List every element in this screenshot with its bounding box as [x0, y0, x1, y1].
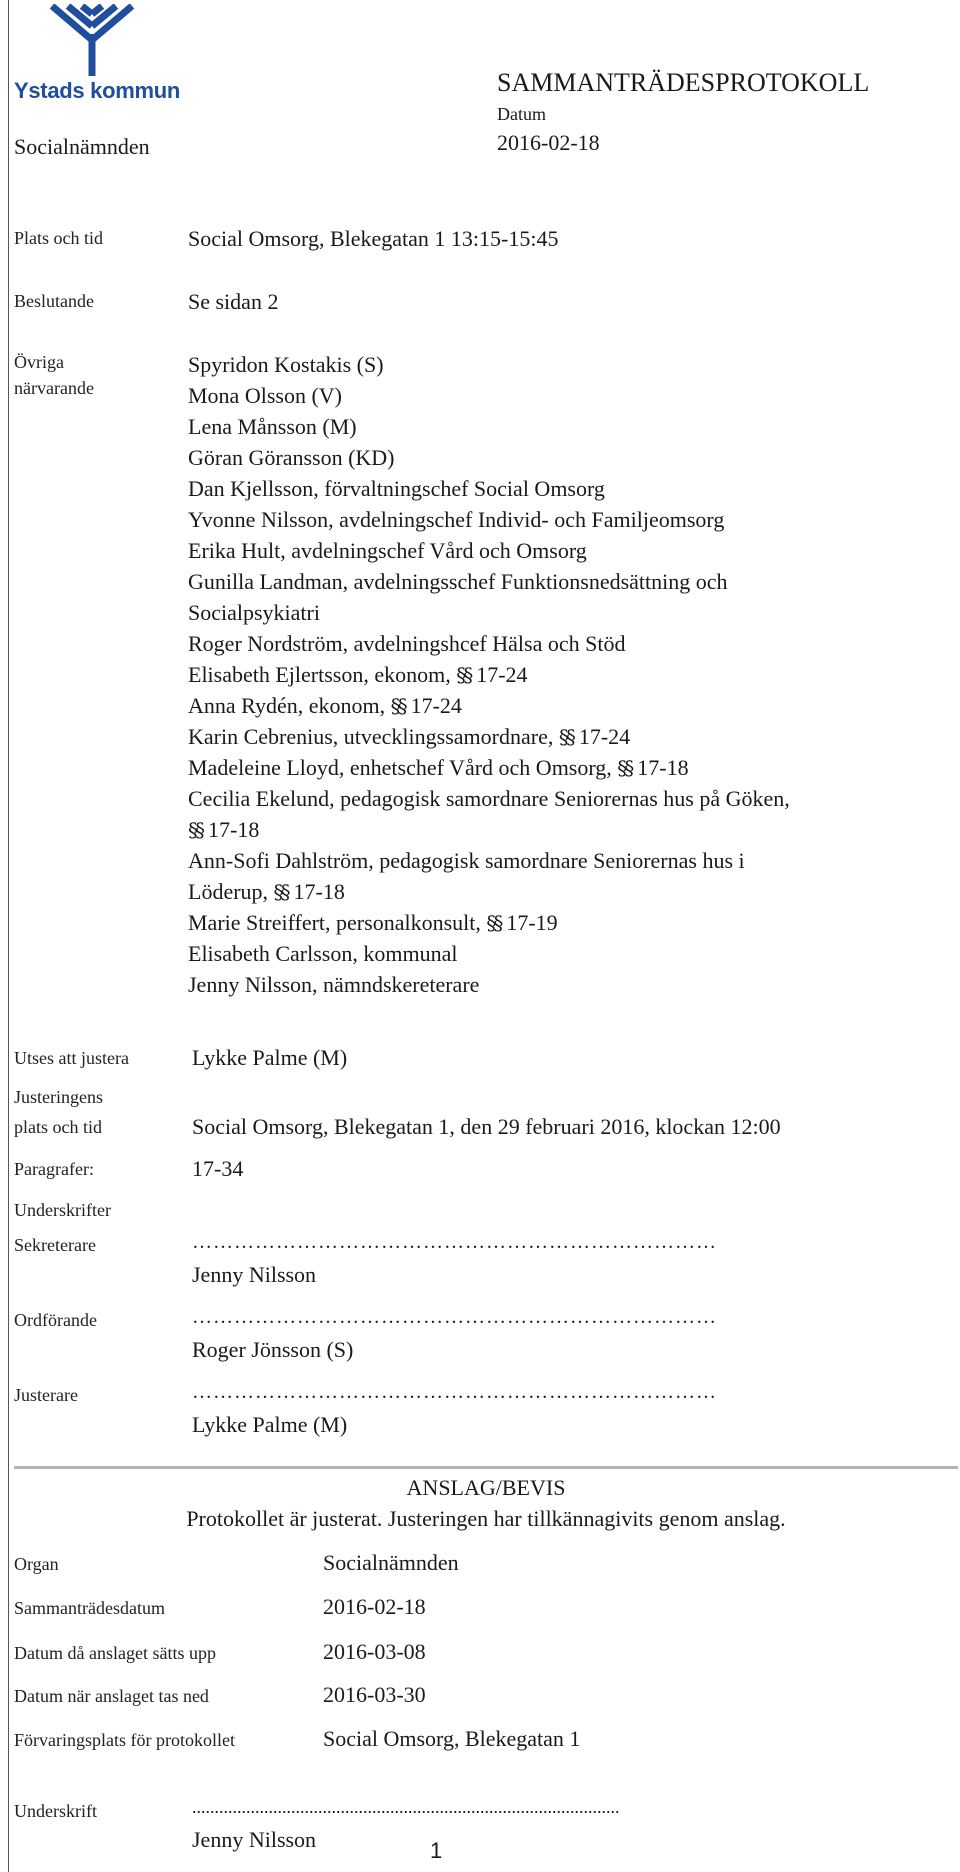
notice-meeting-date-value: 2016-02-18: [323, 1594, 426, 1619]
ystad-logo-icon: [44, 4, 140, 76]
notice-organ-label: Organ: [14, 1554, 59, 1574]
adjust-place-value: Social Omsorg, Blekegatan 1, den 29 februari 2016, klockan 12:00: [192, 1114, 781, 1139]
secretary-name: Jenny Nilsson: [192, 1262, 317, 1287]
present-person-text: Göran Göransson (KD): [188, 445, 395, 470]
present-person: [188, 783, 790, 814]
present-person: [188, 597, 790, 628]
present-person-text: Spyridon Kostakis (S): [188, 352, 384, 377]
paragraph-range: 17-24: [578, 724, 631, 749]
department-name: Socialnämnden: [14, 134, 150, 159]
present-person-text: Anna Rydén, ekonom,: [188, 693, 386, 718]
chairman-name: Roger Jönsson (S): [192, 1337, 354, 1362]
paragraph-sign: §§: [486, 911, 501, 935]
notice-storage-label: Förvaringsplats för protokollet: [14, 1730, 235, 1750]
present-person: [188, 535, 790, 566]
notice-signature-line: ...............................................................................................: [192, 1797, 620, 1817]
place-label: Plats och tid: [14, 228, 103, 248]
adjuster-role: Justerare: [14, 1385, 78, 1405]
secretary-role: Sekreterare: [14, 1235, 96, 1255]
appointed-adjuster-label: Utses att justera: [14, 1048, 129, 1068]
present-person-text: Jenny Nilsson, nämndskereterare: [188, 972, 480, 997]
notice-removed-date-value: 2016-03-30: [323, 1682, 426, 1707]
present-person-text: Yvonne Nilsson, avdelningschef Individ- och Familjeomsorg: [188, 507, 725, 532]
present-person: [188, 380, 790, 411]
left-margin-rule: [8, 0, 9, 1872]
present-person-text: Karin Cebrenius, utvecklingssamordnare,: [188, 724, 554, 749]
section-divider: [14, 1466, 958, 1469]
paragraph-range: 17-18: [208, 817, 260, 842]
present-person-text: Ann-Sofi Dahlström, pedagogisk samordnare Seniorernas hus i: [188, 848, 745, 873]
present-person-text: Lena Månsson (M): [188, 414, 357, 439]
present-person: [188, 845, 790, 876]
notice-subtitle: Protokollet är justerat. Justeringen har tillkännagivits genom anslag.: [186, 1506, 786, 1531]
notice-meeting-date-label: Sammanträdesdatum: [14, 1598, 165, 1618]
signatures-label: Underskrifter: [14, 1200, 111, 1220]
present-person-text: Elisabeth Ejlertsson, ekonom,: [188, 662, 451, 687]
adjust-place-label-line2: plats och tid: [14, 1117, 102, 1137]
present-person: [188, 411, 790, 442]
paragraph-range: 17-24: [476, 662, 528, 687]
notice-signature-label: Underskrift: [14, 1801, 97, 1821]
notice-storage-value: Social Omsorg, Blekegatan 1: [323, 1726, 581, 1751]
paragraphs-label: Paragrafer:: [14, 1159, 94, 1179]
present-person: [188, 566, 790, 597]
paragraph-sign: §§: [617, 756, 632, 780]
present-person: [188, 907, 790, 938]
present-person-text: Cecilia Ekelund, pedagogisk samordnare Seniorernas hus på Göken,: [188, 786, 790, 811]
present-person: [188, 628, 790, 659]
present-person: [188, 349, 790, 380]
paragraph-range: 17-24: [410, 693, 462, 718]
present-person-text: Madeleine Lloyd, enhetschef Vård och Omsorg,: [188, 755, 612, 780]
others-present-label-line1: Övriga: [14, 352, 64, 372]
paragraph-range: 17-18: [293, 879, 345, 904]
present-person: [188, 938, 790, 969]
present-person-text: Mona Olsson (V): [188, 383, 342, 408]
present-person-text: Roger Nordström, avdelningshcef Hälsa och Stöd: [188, 631, 626, 656]
paragraph-range: 17-19: [506, 910, 558, 935]
date-value: 2016-02-18: [497, 130, 600, 155]
present-person: [188, 442, 790, 473]
document-type-title: SAMMANTRÄDESPROTOKOLL: [497, 68, 870, 97]
notice-posted-date-value: 2016-03-08: [323, 1639, 426, 1664]
adjust-place-label-line1: Justeringens: [14, 1087, 103, 1107]
chairman-signature-line: …………………………………………………………………: [192, 1306, 717, 1328]
present-person: [188, 473, 790, 504]
chairman-role: Ordförande: [14, 1310, 97, 1330]
present-person: [188, 969, 790, 1000]
adjuster-signature-line: …………………………………………………………………: [192, 1381, 717, 1403]
page-number: 1: [430, 1838, 443, 1863]
present-list: [188, 349, 790, 1000]
present-person: [188, 504, 790, 535]
present-person: [188, 659, 790, 690]
secretary-signature-line: …………………………………………………………………: [192, 1231, 717, 1253]
present-person: [188, 814, 790, 845]
notice-signature-name: Jenny Nilsson: [192, 1827, 317, 1852]
present-person-text: Gunilla Landman, avdelningsschef Funktionsnedsättning och: [188, 569, 728, 594]
paragraphs-value: 17-34: [192, 1156, 244, 1181]
present-person: [188, 876, 790, 907]
present-person-text: Löderup,: [188, 879, 269, 904]
present-person: [188, 721, 790, 752]
notice-posted-date-label: Datum då anslaget sätts upp: [14, 1643, 216, 1663]
present-person-text: Elisabeth Carlsson, kommunal: [188, 941, 458, 966]
appointed-adjuster-value: Lykke Palme (M): [192, 1045, 348, 1070]
paragraph-sign: §§: [558, 725, 573, 749]
notice-organ-value: Socialnämnden: [323, 1550, 459, 1575]
logo-text: Ystads kommun: [14, 78, 181, 103]
deciding-value: Se sidan 2: [188, 289, 279, 314]
paragraph-sign: §§: [456, 663, 471, 687]
present-person-text: Dan Kjellsson, förvaltningschef Social Omsorg: [188, 476, 605, 501]
others-present-label-line2: närvarande: [14, 378, 94, 398]
date-label: Datum: [497, 104, 546, 124]
present-person: [188, 690, 790, 721]
present-person-text: Marie Streiffert, personalkonsult,: [188, 910, 481, 935]
paragraph-range: 17-18: [637, 755, 689, 780]
paragraph-sign: §§: [188, 818, 202, 842]
notice-title: ANSLAG/BEVIS: [406, 1475, 566, 1500]
place-value: Social Omsorg, Blekegatan 1 13:15-15:45: [188, 226, 559, 251]
deciding-label: Beslutande: [14, 291, 94, 311]
adjuster-name: Lykke Palme (M): [192, 1412, 348, 1437]
present-person-text: Socialpsykiatri: [188, 600, 320, 625]
paragraph-sign: §§: [273, 880, 288, 904]
present-person-text: Erika Hult, avdelningschef Vård och Omsorg: [188, 538, 587, 563]
present-person: [188, 752, 790, 783]
paragraph-sign: §§: [390, 694, 405, 718]
notice-removed-date-label: Datum när anslaget tas ned: [14, 1686, 209, 1706]
